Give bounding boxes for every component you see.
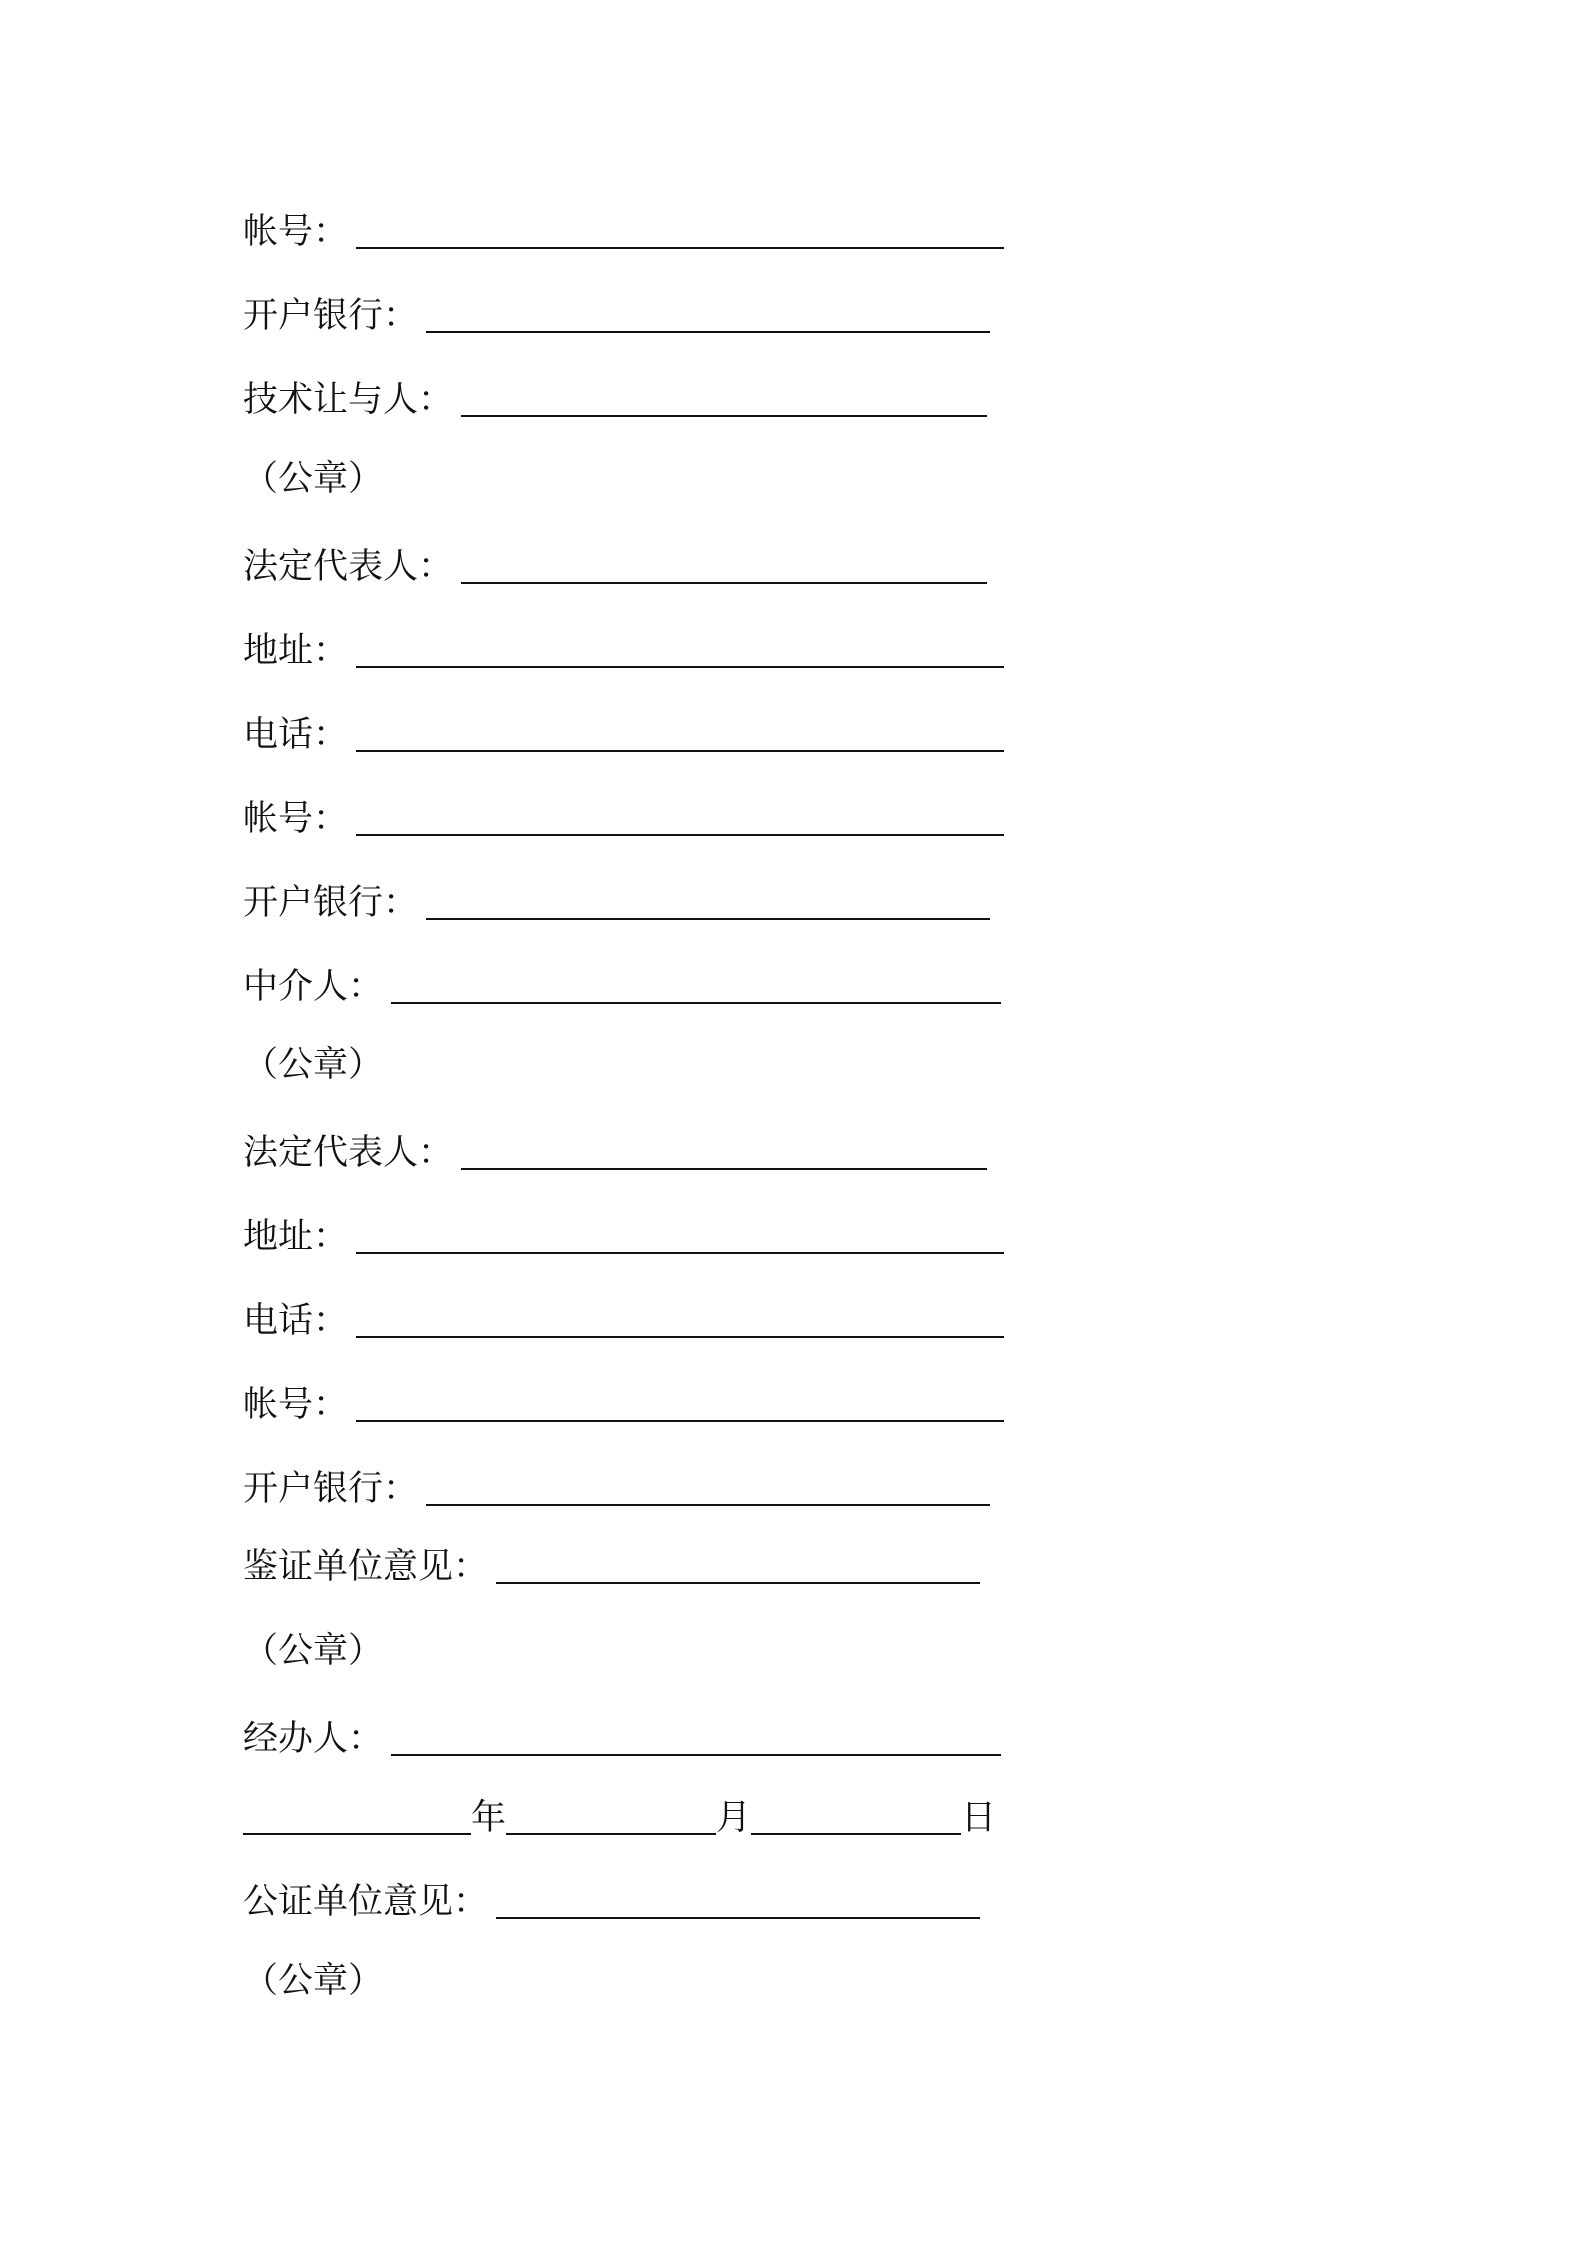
field-label: 电话： [243,1301,349,1341]
field-label: 帐号： [243,212,349,252]
address-line-2 [243,1216,1004,1258]
field-label: 开户银行： [243,1469,419,1509]
field-label: 经办人： [243,1719,384,1759]
fill-in-blank[interactable] [356,834,1004,836]
fill-in-blank[interactable] [356,750,1004,752]
bank-line-2 [243,882,990,924]
field-label: 电话： [243,715,349,755]
address-line-1 [243,630,1004,672]
bank-line-1 [243,295,990,337]
fill-in-blank[interactable] [496,1582,980,1584]
seal-line-1 [243,458,383,500]
field-label: 开户银行： [243,296,419,336]
field-label: 开户银行： [243,883,419,923]
field-label: 地址： [243,631,349,671]
certification-opinion-line [243,1546,980,1588]
legal-representative-line-2 [243,1132,987,1174]
field-label: 公证单位意见： [243,1882,489,1922]
day-label: 日 [961,1798,997,1838]
fill-in-blank[interactable] [496,1917,980,1919]
field-label: 鉴证单位意见： [243,1547,489,1587]
month-blank[interactable] [506,1833,716,1835]
official-seal-note: （公章） [243,459,384,499]
year-blank[interactable] [243,1833,471,1835]
field-label: 法定代表人： [243,547,454,587]
fill-in-blank[interactable] [356,1336,1004,1338]
phone-line-1 [243,714,1004,756]
fill-in-blank[interactable] [426,1504,990,1506]
fill-in-blank[interactable] [461,415,987,417]
phone-line-2 [243,1300,1004,1342]
intermediary-line [243,966,1001,1008]
fill-in-blank[interactable] [461,1168,987,1170]
field-label: 地址： [243,1217,349,1257]
fill-in-blank[interactable] [426,918,990,920]
fill-in-blank[interactable] [356,666,1004,668]
field-label: 帐号： [243,799,349,839]
notarization-opinion-line [243,1881,980,1923]
date-line [243,1797,996,1839]
fill-in-blank[interactable] [356,1420,1004,1422]
technology-transferor-line [243,379,987,421]
seal-line-2 [243,1044,383,1086]
field-label: 中介人： [243,967,384,1007]
official-seal-note: （公章） [243,1961,384,2001]
fill-in-blank[interactable] [461,582,987,584]
bank-line-3 [243,1468,990,1510]
official-seal-note: （公章） [243,1045,384,1085]
field-label: 帐号： [243,1385,349,1425]
account-number-line-2 [243,798,1004,840]
fill-in-blank[interactable] [356,1252,1004,1254]
fill-in-blank[interactable] [391,1002,1001,1004]
fill-in-blank[interactable] [356,247,1004,249]
field-label: 技术让与人： [243,380,454,420]
day-blank[interactable] [751,1833,961,1835]
seal-line-4 [243,1960,383,2002]
year-label: 年 [471,1798,507,1838]
official-seal-note: （公章） [243,1631,384,1671]
field-label: 法定代表人： [243,1133,454,1173]
account-number-line-3 [243,1384,1004,1426]
fill-in-blank[interactable] [391,1754,1001,1756]
month-label: 月 [716,1798,752,1838]
fill-in-blank[interactable] [426,331,990,333]
legal-representative-line-1 [243,546,987,588]
seal-line-3 [243,1630,383,1672]
handler-line [243,1718,1001,1760]
account-number-line-1 [243,211,1004,253]
